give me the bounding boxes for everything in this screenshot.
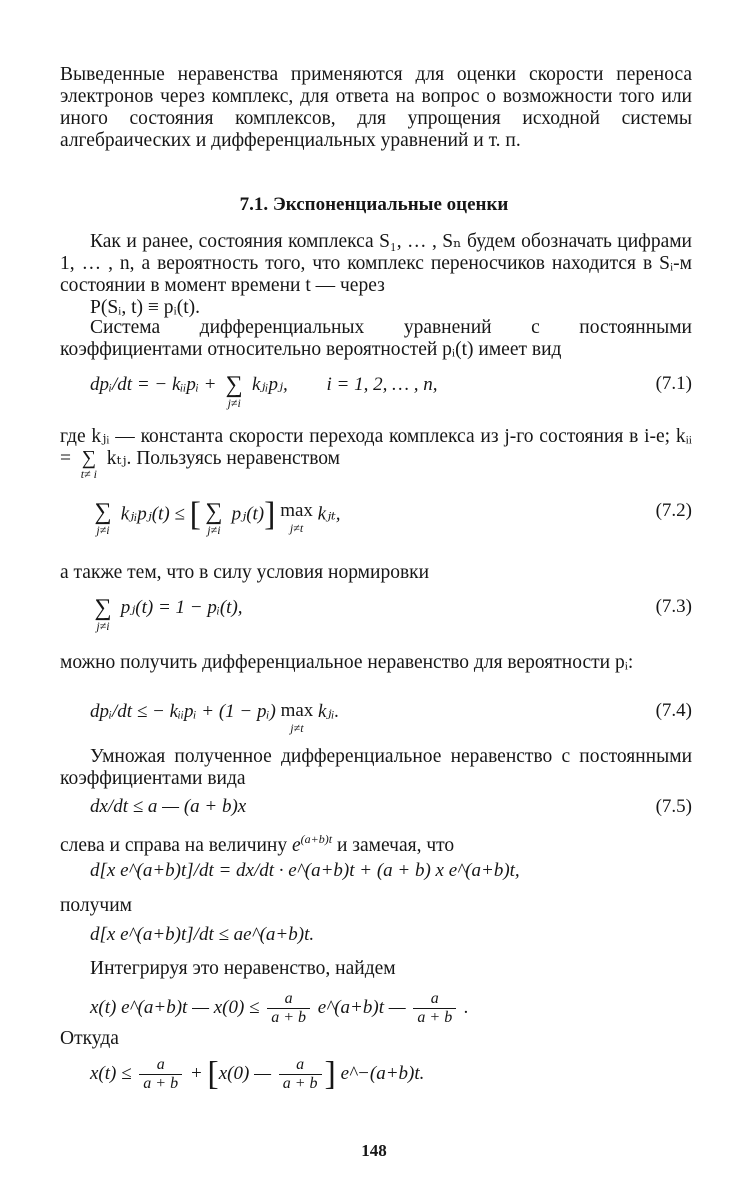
sum-subscript: j≠i [227, 396, 241, 410]
eq-7-1-rhs: kⱼᵢpⱼ, [247, 374, 288, 395]
eq-7-4-tail: kⱼᵢ. [318, 701, 340, 722]
eq-final-lhs: x(t) ≤ [90, 1062, 132, 1084]
eq-7-1-range: i = 1, 2, … , n, [326, 374, 438, 395]
fraction-numerator: a [267, 990, 310, 1009]
paragraph-sides-end: и замечая, что [336, 835, 455, 856]
paragraph-integrate: Интегрируя это неравенство, найдем [90, 958, 396, 979]
intro-paragraph: Выведенные неравенства применяются для оценки скорости переноса электронов через комплекс, для ответа на вопрос о возможности того или иного состояния комплексов, для упрощения исходной системы алгебраических и дифференциальных уравнений и т. п. [60, 64, 692, 151]
fraction [139, 1056, 182, 1093]
eq-7-2-tail: kⱼₜ, [317, 503, 341, 525]
max-operator: max j≠t [280, 500, 313, 535]
fraction-numerator: a [413, 990, 456, 1009]
eq-7-4-expr: dpᵢ/dt ≤ − kᵢᵢpᵢ + (1 − pᵢ) [90, 701, 281, 722]
paragraph-states [60, 231, 692, 319]
eq-7-2-inner: pⱼ(t) [231, 503, 265, 525]
paragraph-sides-sup: (a+b)t [300, 832, 333, 846]
word-get: получим [60, 895, 132, 916]
eq-final-inner: x(0) — [218, 1062, 271, 1084]
paragraph-where-text: где kⱼᵢ — константа скорости перехода комплекса из j-го состояния в i-е; kᵢᵢ = [60, 426, 692, 469]
eq-get-expr: d[x e^(a+b)t]/dt ≤ ae^(a+b)t. [90, 924, 315, 945]
eq-7-1-number: (7.1) [655, 373, 692, 394]
eq-integral-tail: . [463, 996, 469, 1018]
eq-7-2-term: kⱼᵢpⱼ(t) ≤ [120, 503, 190, 525]
sum-symbol: ∑ j≠i [90, 596, 116, 632]
eq-7-4-number: (7.4) [655, 700, 692, 721]
sum-symbol: ∑ j≠i [201, 500, 227, 536]
fraction-denominator: a + b [282, 1075, 318, 1092]
fraction [267, 990, 310, 1027]
max-subscript: j≠t [290, 721, 304, 735]
fraction-numerator: a [139, 1056, 182, 1075]
eq-7-3-expr: pⱼ(t) = 1 − pᵢ(t), [120, 597, 243, 618]
equation-final: x(t) ≤ $\frac{a}{a + b}$ + [x(0) — $\frac{a}{a + b}$ ] e^−(a+b)t. [90, 1055, 425, 1093]
fraction-denominator: a + b [271, 1009, 307, 1026]
eq-7-1-lhs: dpᵢ/dt = − kᵢᵢpᵢ + [90, 374, 222, 395]
equation-7-3 [90, 596, 692, 640]
paragraph-states-end: P(Sᵢ, t) ≡ pᵢ(t). [90, 297, 201, 318]
fraction-denominator: a + b [417, 1009, 453, 1026]
paragraph-normalization: а также тем, что в силу условия нормировки [60, 562, 430, 583]
eq-7-3-number: (7.3) [655, 596, 692, 617]
eq-final-plus: + [189, 1062, 203, 1084]
eq-product-expr: d[x e^(a+b)t]/dt = dx/dt · e^(a+b)t + (a + b) x e^(a+b)t, [90, 860, 520, 881]
eq-integral-lhs: x(t) e^(a+b)t — x(0) ≤ [90, 996, 260, 1018]
paragraph-multiply: Умножая полученное дифференциальное неравенство с постоянными коэффициентами вида [60, 746, 692, 789]
sum-subscript: t≠ i [80, 467, 97, 481]
paragraph-states-text: Как и ранее, состояния комплекса S₁, … , Sₙ будем обозначать цифрами 1, … , n, а вероятность того, что комплекс переносчиков находится в Sᵢ-м состоянии в момент времени t — через [60, 231, 692, 296]
fraction [279, 1056, 322, 1093]
equation-7-1 [90, 373, 692, 417]
sum-symbol: ∑ t≠ i [76, 448, 102, 480]
max-subscript: j≠t [289, 521, 304, 535]
paragraph-where-end: kₜⱼ. Пользуясь неравенством [106, 448, 341, 469]
paragraph-sides-exp: e [292, 835, 301, 856]
eq-7-5-number: (7.5) [655, 796, 692, 817]
sum-symbol: ∑ j≠i [221, 373, 247, 409]
sum-symbol: ∑ j≠i [90, 500, 116, 536]
paragraph-inequality: можно получить дифференциальное неравенство для вероятности pᵢ: [60, 652, 634, 673]
sum-subscript: j≠i [96, 523, 110, 537]
fraction-denominator: a + b [143, 1075, 179, 1092]
paragraph-sides-text: слева и справа на величину [60, 835, 288, 856]
eq-final-tail: e^−(a+b)t. [340, 1062, 425, 1084]
word-whence: Откуда [60, 1028, 119, 1049]
eq-integral-mid: e^(a+b)t — [317, 996, 406, 1018]
paragraph-where [60, 426, 692, 480]
sum-subscript: j≠i [96, 619, 110, 633]
max-operator: max j≠t [280, 700, 314, 735]
fraction-numerator: a [279, 1056, 322, 1075]
eq-7-2-number: (7.2) [655, 500, 692, 521]
equation-7-4 [90, 700, 692, 744]
section-heading: 7.1. Экспоненциальные оценки [239, 194, 509, 215]
eq-7-5-expr: dx/dt ≤ a — (a + b)x [90, 796, 247, 817]
paragraph-system: Система дифференциальных уравнений с постоянными коэффициентами относительно вероятностей pᵢ(t) имеет вид [60, 317, 692, 360]
sum-subscript: j≠i [207, 523, 221, 537]
page-number: 148 [361, 1141, 387, 1160]
equation-7-2: ∑ j≠i kⱼᵢpⱼ(t) ≤ [ ∑ j≠i pⱼ(t)] max j≠t kⱼₜ, (7.2) [90, 500, 692, 544]
paragraph-sides [60, 828, 692, 857]
fraction [413, 990, 456, 1027]
